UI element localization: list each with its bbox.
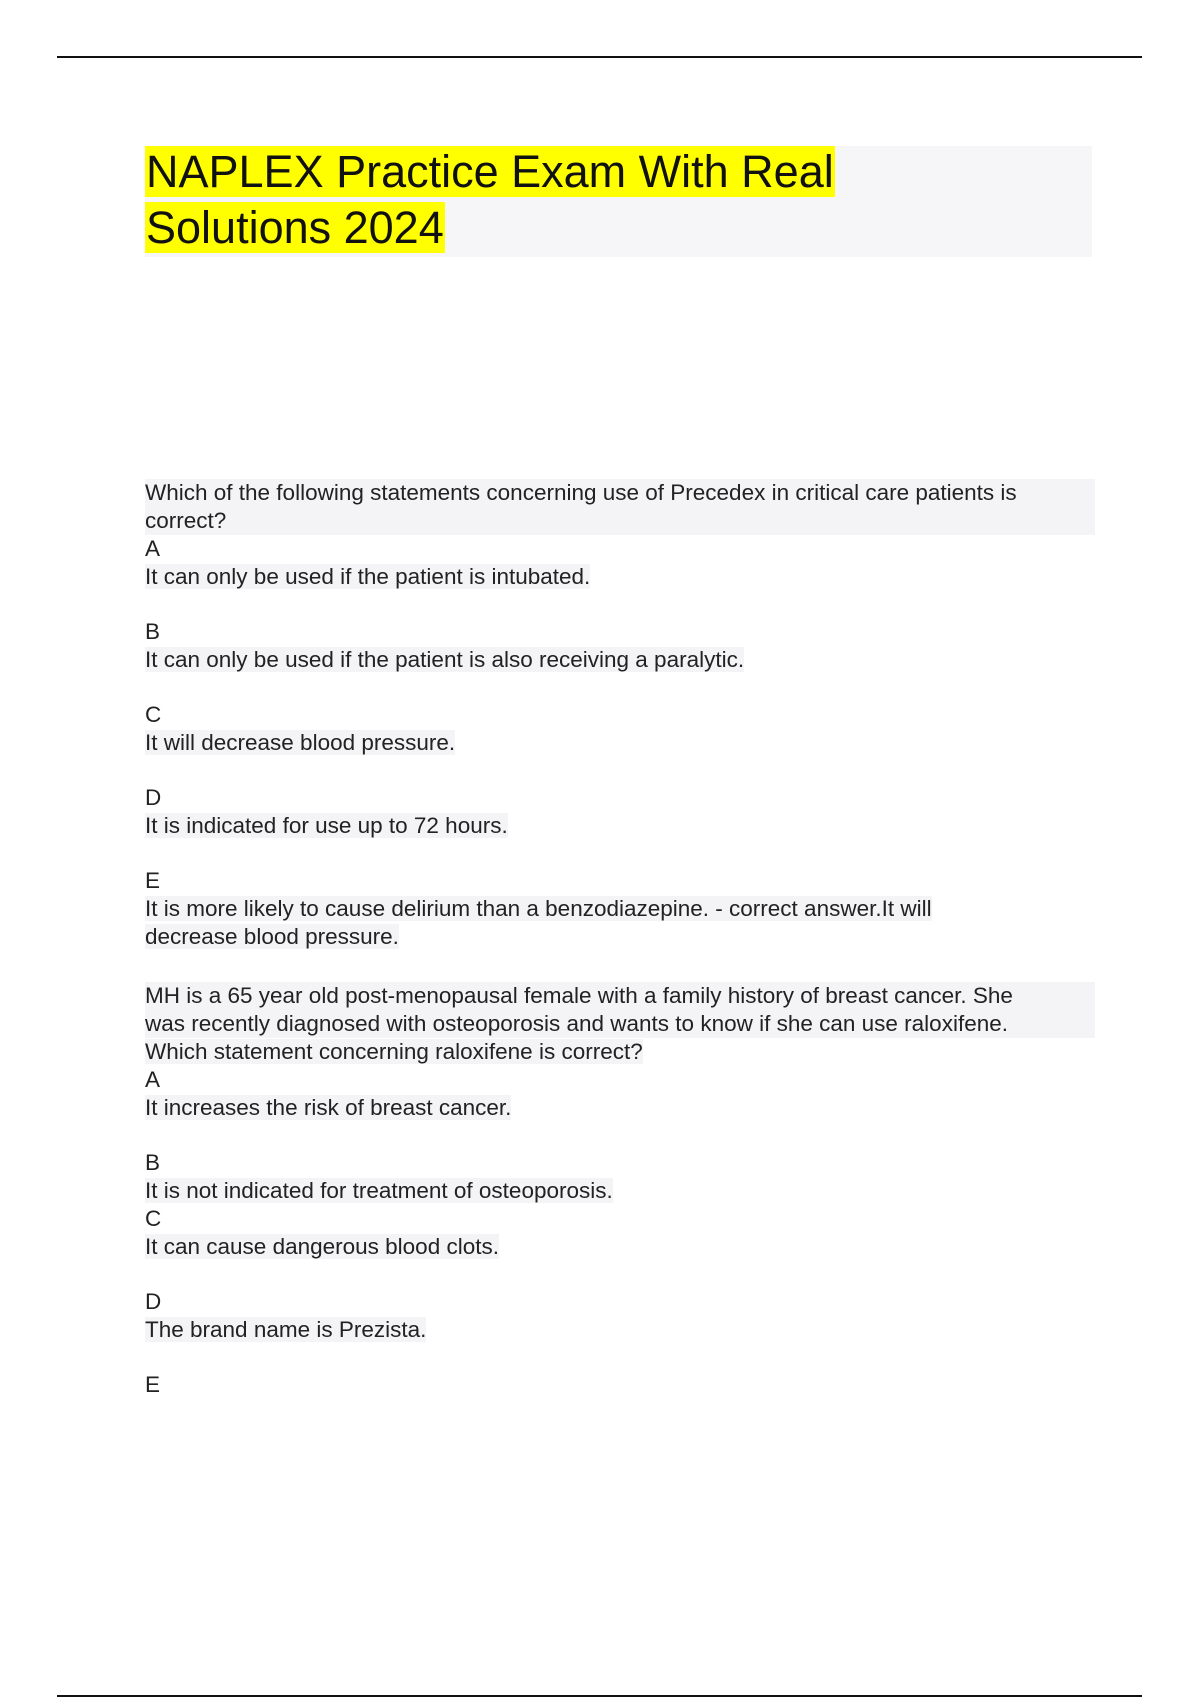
option-letter: A <box>145 536 161 561</box>
title-line-2: Solutions 2024 <box>146 202 444 253</box>
option-letter: C <box>145 702 162 727</box>
option-letter: A <box>145 1067 161 1092</box>
question-stem-line: Which of the following statements concerning use of Precedex in critical care patients is <box>145 479 1095 507</box>
option-text: It can cause dangerous blood clots. <box>145 1234 499 1259</box>
question-stem-line: was recently diagnosed with osteoporosis and wants to know if she can use raloxifene. <box>145 1010 1095 1038</box>
question-1 <box>145 479 1095 951</box>
option-text: It is more likely to cause delirium than a benzodiazepine. - correct answer.It will <box>145 896 932 921</box>
option-letter: C <box>145 1206 162 1231</box>
option-text: It increases the risk of breast cancer. <box>145 1095 512 1120</box>
option-text: It will decrease blood pressure. <box>145 730 456 755</box>
option-letter: D <box>145 1289 162 1314</box>
option-letter: D <box>145 785 162 810</box>
header-rule <box>57 56 1142 58</box>
option-text: It can only be used if the patient is also receiving a paralytic. <box>145 647 745 672</box>
option-text: The brand name is Prezista. <box>145 1317 427 1342</box>
option-letter: E <box>145 1372 161 1397</box>
question-stem-line: correct? <box>145 507 1095 535</box>
option-text: It can only be used if the patient is intubated. <box>145 564 591 589</box>
option-text: It is indicated for use up to 72 hours. <box>145 813 508 838</box>
title-line-1: NAPLEX Practice Exam With Real <box>146 146 834 197</box>
document-title <box>145 144 905 256</box>
option-text: It is not indicated for treatment of osteoporosis. <box>145 1178 613 1203</box>
option-text: decrease blood pressure. <box>145 924 399 949</box>
question-stem-line: MH is a 65 year old post-menopausal female with a family history of breast cancer. She <box>145 982 1095 1010</box>
footer-rule <box>57 1695 1142 1697</box>
option-letter: B <box>145 619 161 644</box>
question-2 <box>145 982 1095 1399</box>
option-letter: E <box>145 868 161 893</box>
option-letter: B <box>145 1150 161 1175</box>
question-stem-line: Which statement concerning raloxifene is correct? <box>145 1039 643 1064</box>
